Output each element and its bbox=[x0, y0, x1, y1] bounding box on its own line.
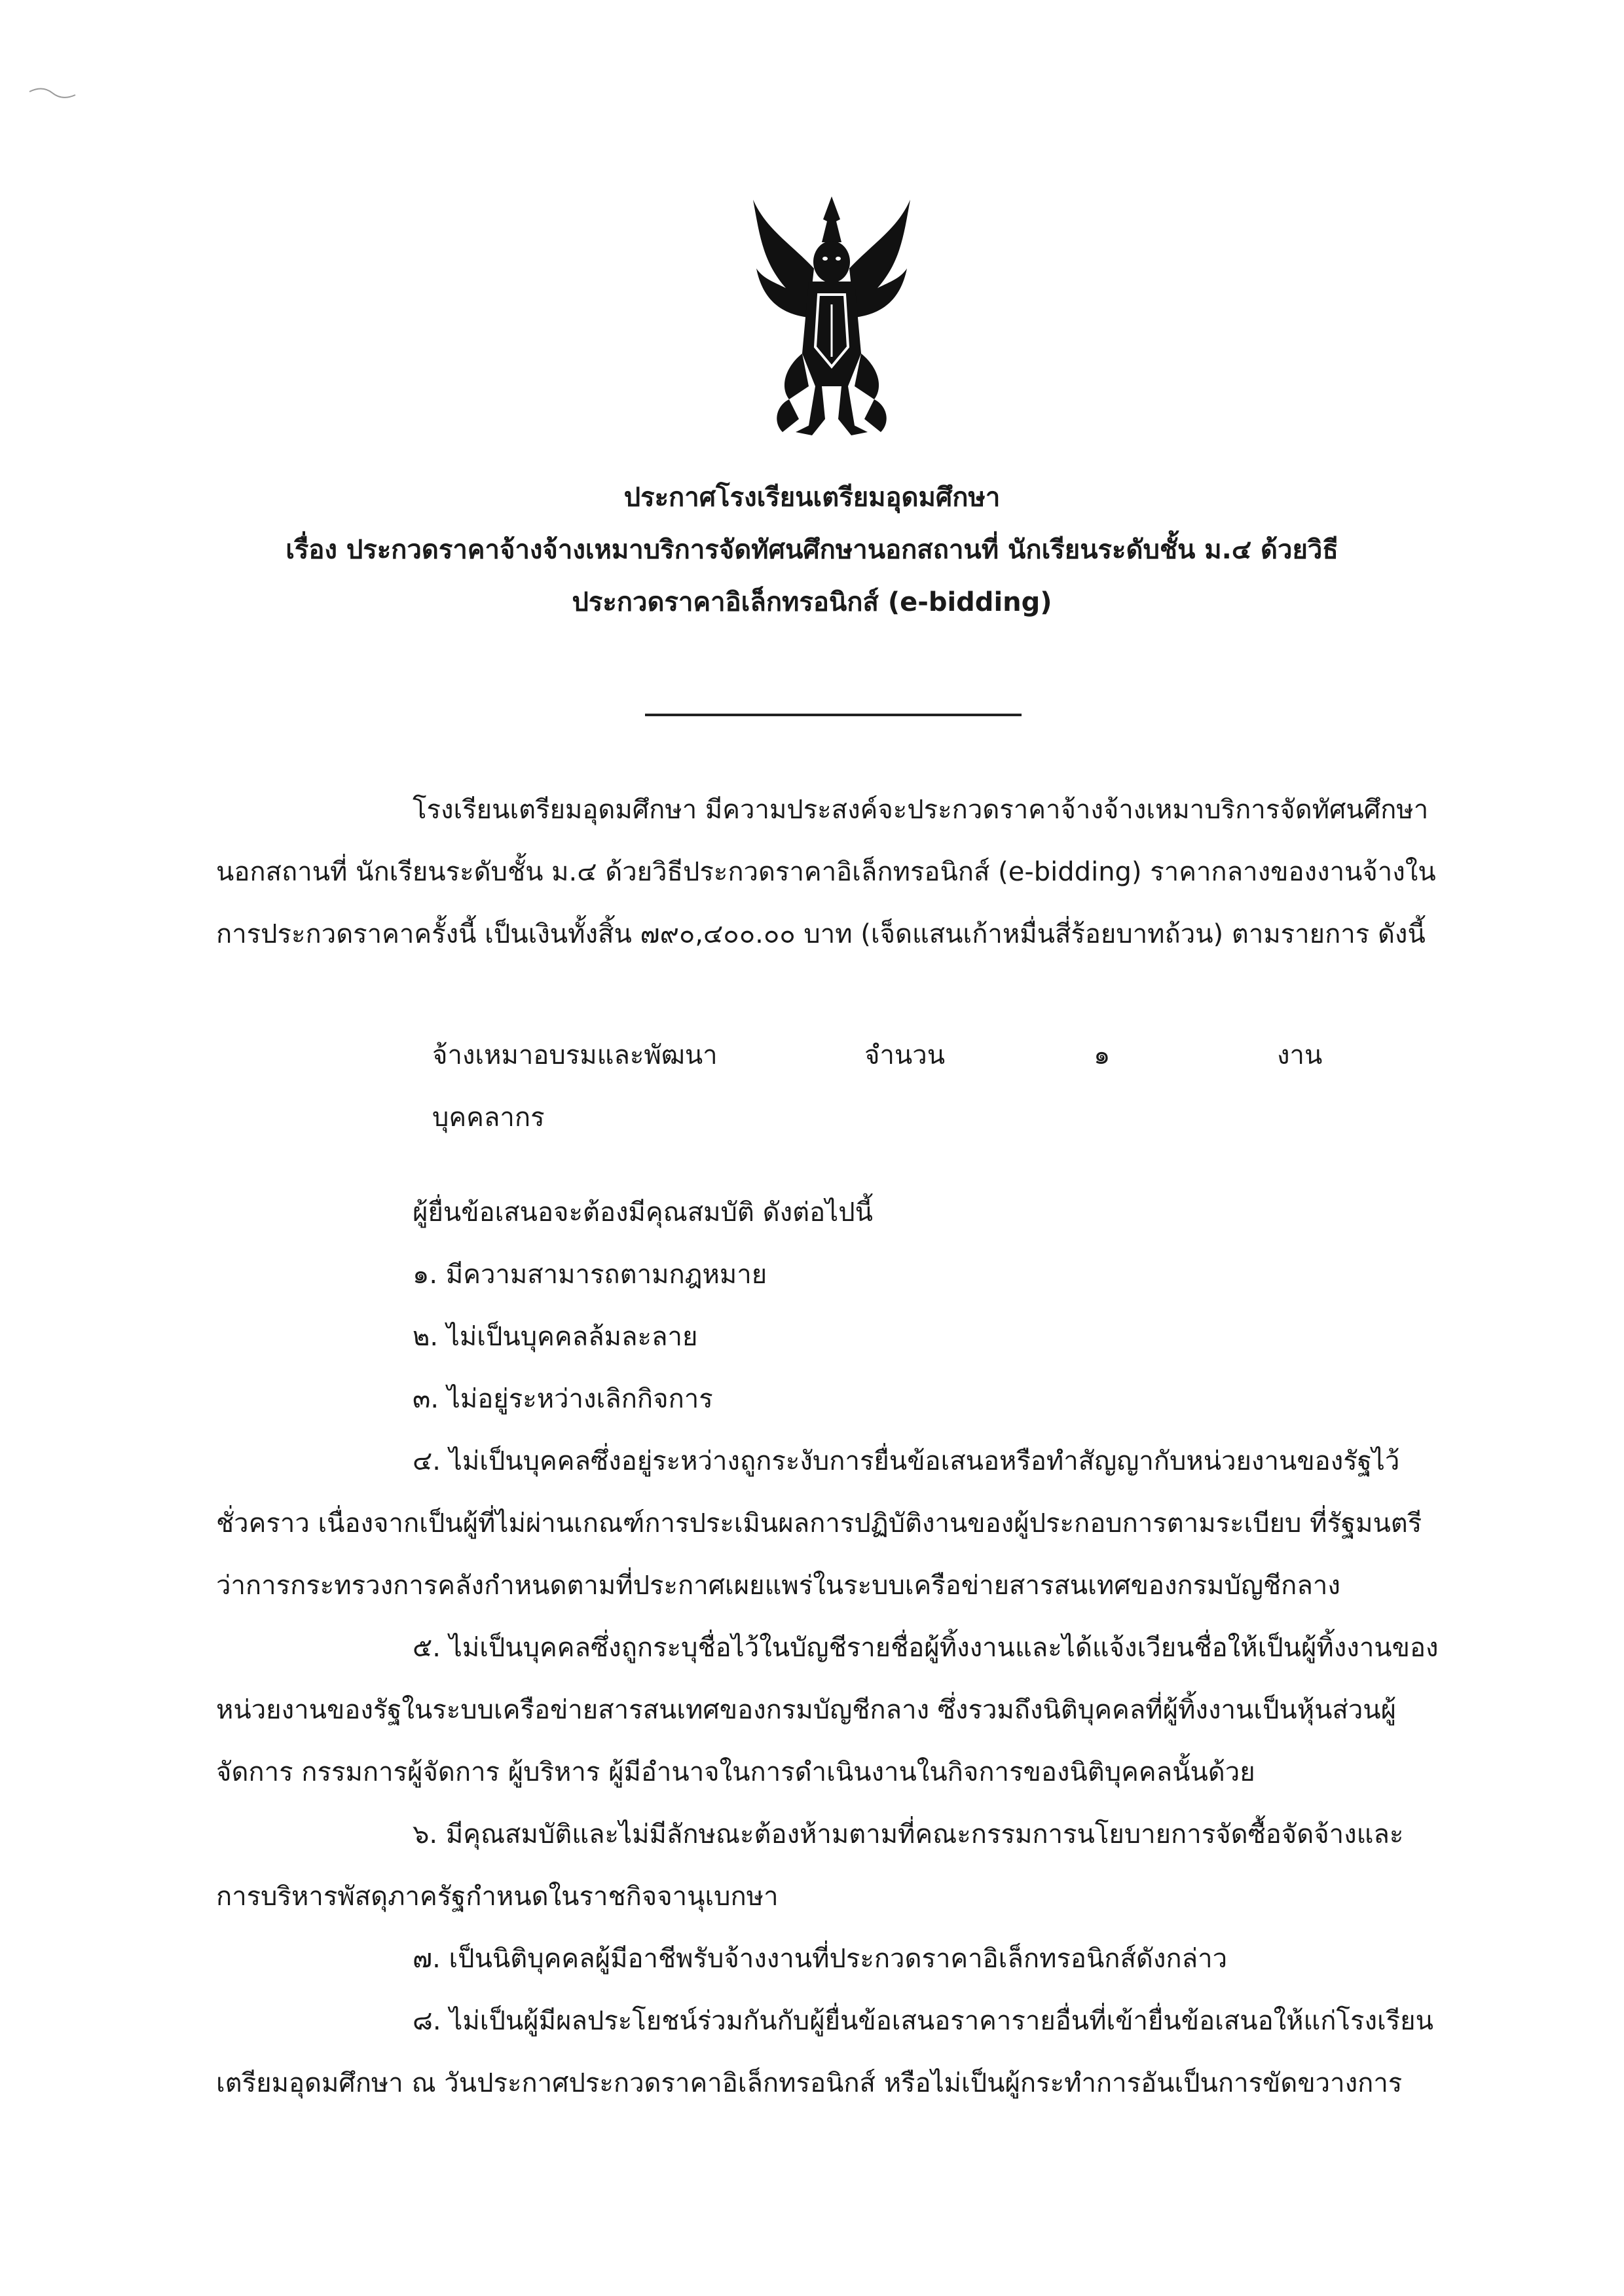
qualification-item: ๘. ไม่เป็นผู้มีผลประโยชน์ร่วมกันกับผู้ยื่นข้อเสนอราคารายอื่นที่เข้ายื่นข้อเสนอให้แก่โรงเรียนเตรียมอุดมศึกษา ณ วันประกาศประกวดราคาอิเล็กทรอนิกส์ หรือไม่เป็นผู้กระทำการอันเป็นการขัดขวางการ bbox=[216, 2006, 1433, 2098]
title-line-3: ประกวดราคาอิเล็กทรอนิกส์ (e-bidding) bbox=[572, 587, 1052, 617]
qualification-item: ๑. มีความสามารถตามกฎหมาย bbox=[413, 1260, 767, 1290]
item-name: จ้างเหมาอบรมและพัฒนา bbox=[432, 1040, 718, 1070]
item-list bbox=[432, 1025, 1349, 1149]
title-line-1: ประกาศโรงเรียนเตรียมอุดมศึกษา bbox=[623, 483, 1001, 513]
garuda-emblem-icon bbox=[750, 190, 913, 445]
qualifications-intro: ผู้ยื่นข้อเสนอจะต้องมีคุณสมบัติ ดังต่อไปนี้ bbox=[413, 1197, 873, 1228]
list-item-continued bbox=[432, 1087, 1349, 1149]
title-divider bbox=[645, 714, 1022, 716]
list-item bbox=[432, 1025, 1349, 1087]
item-qty: ๑ bbox=[1094, 1040, 1111, 1070]
qualification-item: ๔. ไม่เป็นบุคคลซึ่งอยู่ระหว่างถูกระงับการยื่นข้อเสนอหรือทำสัญญากับหน่วยงานของรัฐไว้ชั่วคราว เนื่องจากเป็นผู้ที่ไม่ผ่านเกณฑ์การประเมินผลการปฏิบัติงานของผู้ประกอบการตามระเบียบ ที่รัฐมนตรีว่าการกระทรวงการคลังกำหนดตามที่ประกาศเผยแพร่ในระบบเครือข่ายสารสนเทศของกรมบัญชีกลาง bbox=[216, 1446, 1422, 1601]
qualification-item: ๒. ไม่เป็นบุคคลล้มละลาย bbox=[413, 1322, 698, 1352]
intro-paragraph: โรงเรียนเตรียมอุดมศึกษา มีความประสงค์จะประกวดราคาจ้างจ้างเหมาบริการจัดทัศนศึกษานอกสถานที่ นักเรียนระดับชั้น ม.๔ ด้วยวิธีประกวดราคาอิเล็กทรอนิกส์ (e-bidding) ราคากลางของงานจ้างในการประกวดราคาครั้งนี้ เป็นเงินทั้งสิ้น ๗๙๐,๔๐๐.๐๐ บาท (เจ็ดแสนเก้าหมื่นสี่ร้อยบาทถ้วน) ตามรายการ ดังนี้ bbox=[216, 795, 1436, 949]
item-unit: งาน bbox=[1277, 1040, 1323, 1070]
intro-section bbox=[216, 779, 1447, 966]
scan-artifact-icon bbox=[26, 79, 98, 105]
item-qty-label: จำนวน bbox=[864, 1040, 946, 1070]
item-name-continued: บุคคลากร bbox=[432, 1102, 545, 1133]
qualifications-list bbox=[216, 1244, 1447, 2115]
document-title bbox=[0, 471, 1624, 629]
qualification-item: ๗. เป็นนิติบุคคลผู้มีอาชีพรับจ้างงานที่ประกวดราคาอิเล็กทรอนิกส์ดังกล่าว bbox=[413, 1944, 1228, 1974]
qualification-item: ๕. ไม่เป็นบุคคลซึ่งถูกระบุชื่อไว้ในบัญชีรายชื่อผู้ทิ้งงานและได้แจ้งเวียนชื่อให้เป็นผู้ทิ้งงานของหน่วยงานของรัฐในระบบเครือข่ายสารสนเทศของกรมบัญชีกลาง ซึ่งรวมถึงนิติบุคคลที่ผู้ทิ้งงานเป็นหุ้นส่วนผู้จัดการ กรรมการผู้จัดการ ผู้บริหาร ผู้มีอำนาจในการดำเนินงานในกิจการของนิติบุคคลนั้นด้วย bbox=[216, 1633, 1439, 1787]
qualification-item: ๓. ไม่อยู่ระหว่างเลิกกิจการ bbox=[413, 1384, 713, 1414]
qualification-item: ๖. มีคุณสมบัติและไม่มีลักษณะต้องห้ามตามที่คณะกรรมการนโยบายการจัดซื้อจัดจ้างและการบริหารพัสดุภาครัฐกำหนดในราชกิจจานุเบกษา bbox=[216, 1819, 1404, 1912]
title-line-2: เรื่อง ประกวดราคาจ้างจ้างเหมาบริการจัดทัศนศึกษานอกสถานที่ นักเรียนระดับชั้น ม.๔ ด้วยวิธี bbox=[286, 535, 1338, 565]
